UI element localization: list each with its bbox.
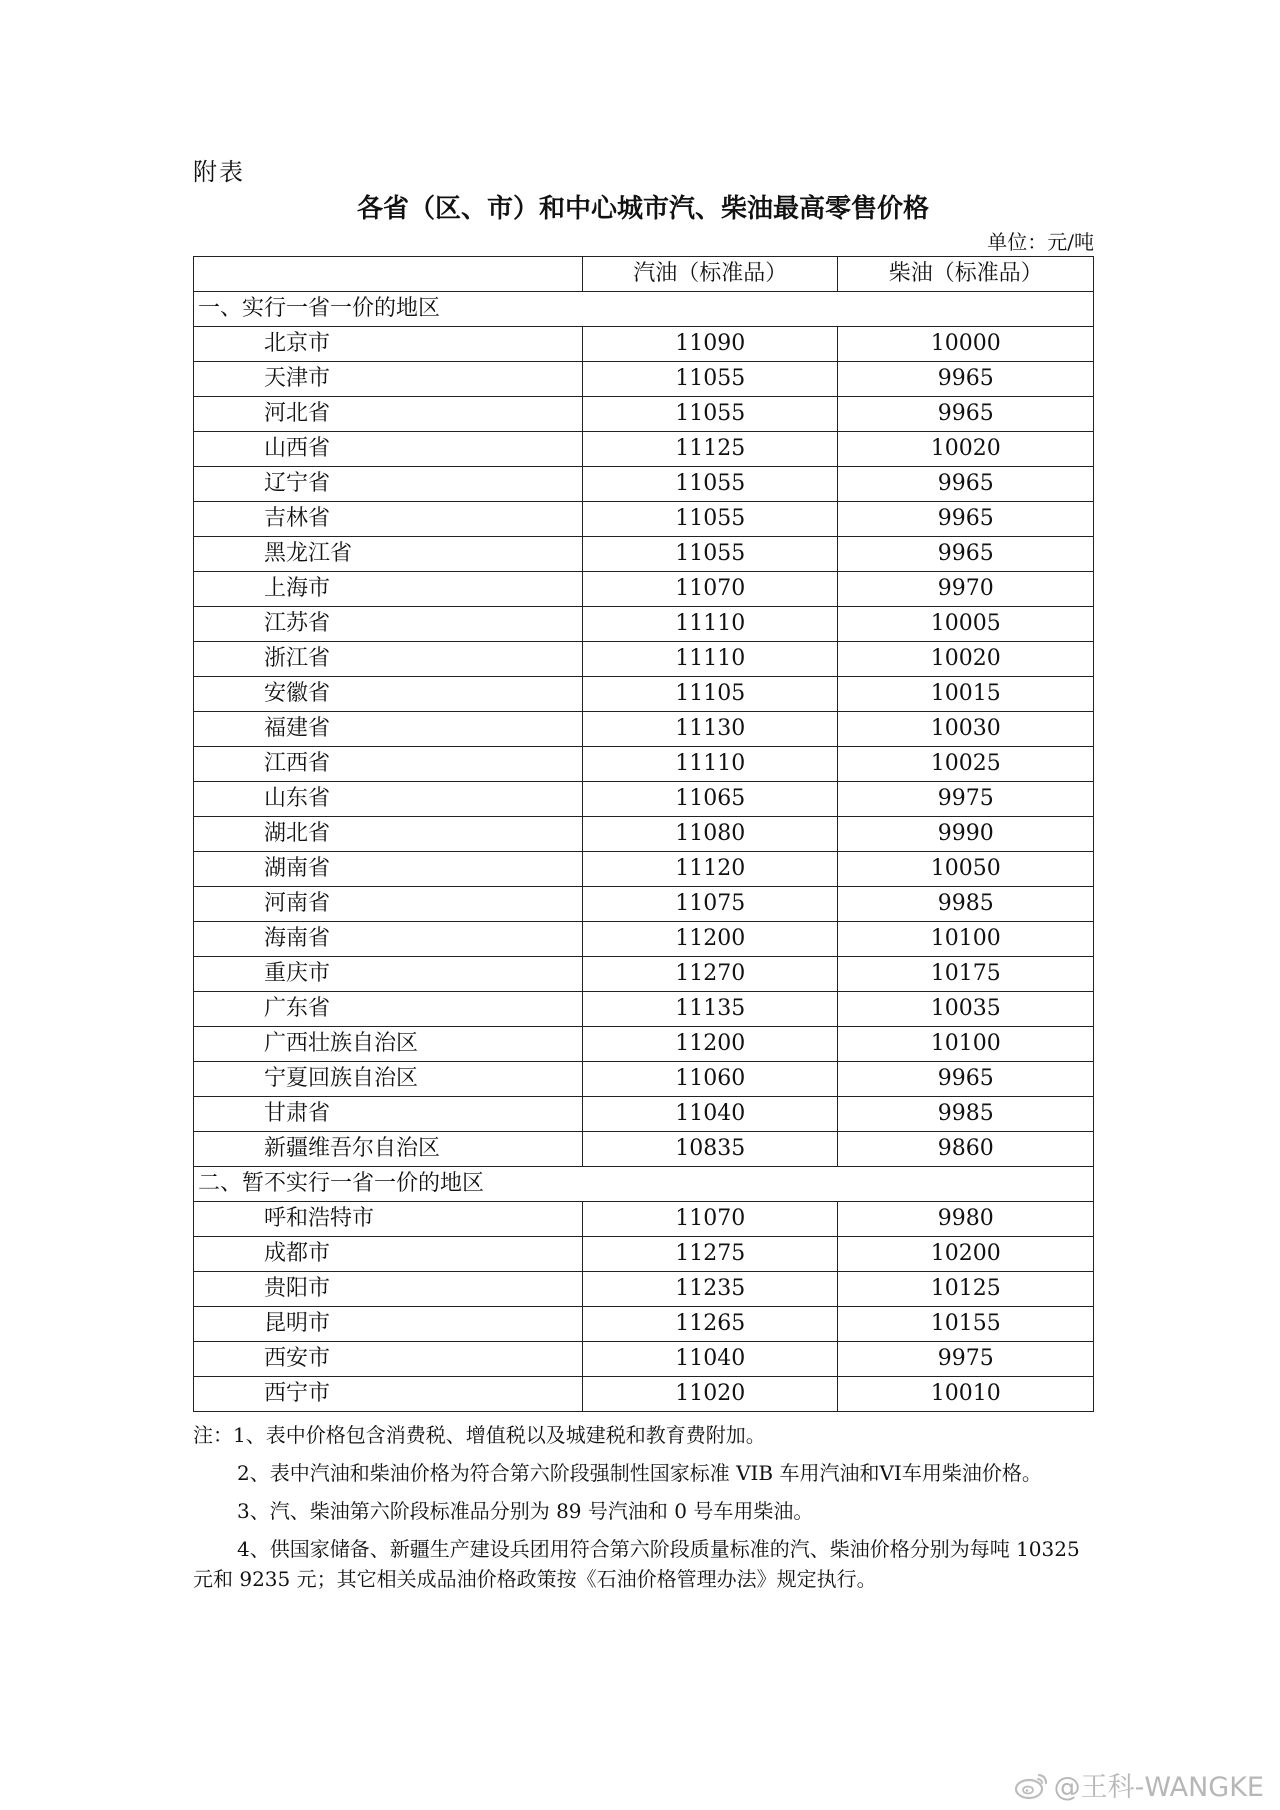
- table-row: [194, 1342, 1094, 1377]
- diesel-price-cell: 9990: [838, 817, 1094, 852]
- table-row: [194, 1377, 1094, 1412]
- table-header-row: [194, 257, 1094, 292]
- region-cell: 宁夏回族自治区: [194, 1062, 583, 1097]
- diesel-price-cell: 10020: [838, 432, 1094, 467]
- region-cell: 重庆市: [194, 957, 583, 992]
- table-row: [194, 467, 1094, 502]
- region-cell: 上海市: [194, 572, 583, 607]
- region-cell: 贵阳市: [194, 1272, 583, 1307]
- gasoline-price-cell: 11060: [582, 1062, 838, 1097]
- diesel-price-cell: 9975: [838, 782, 1094, 817]
- table-row: [194, 607, 1094, 642]
- header-gasoline: 汽油（标准品）: [582, 257, 838, 292]
- gasoline-price-cell: 11075: [582, 887, 838, 922]
- table-body: [194, 292, 1094, 1412]
- diesel-price-cell: 10035: [838, 992, 1094, 1027]
- diesel-price-cell: 9985: [838, 887, 1094, 922]
- region-cell: 江苏省: [194, 607, 583, 642]
- gasoline-price-cell: 11040: [582, 1097, 838, 1132]
- diesel-price-cell: 10200: [838, 1237, 1094, 1272]
- diesel-price-cell: 9965: [838, 362, 1094, 397]
- diesel-price-cell: 9975: [838, 1342, 1094, 1377]
- region-cell: 广东省: [194, 992, 583, 1027]
- diesel-price-cell: 9860: [838, 1132, 1094, 1167]
- region-cell: 呼和浩特市: [194, 1202, 583, 1237]
- table-row: [194, 537, 1094, 572]
- watermark: [1014, 1765, 1264, 1804]
- gasoline-price-cell: 11110: [582, 747, 838, 782]
- section-row: [194, 292, 1094, 327]
- watermark-text: @王科-WANGKE: [1053, 1772, 1264, 1803]
- table-row: [194, 1097, 1094, 1132]
- diesel-price-cell: 10025: [838, 747, 1094, 782]
- gasoline-price-cell: 11135: [582, 992, 838, 1027]
- gasoline-price-cell: 11090: [582, 327, 838, 362]
- gasoline-price-cell: 11235: [582, 1272, 838, 1307]
- table-row: [194, 747, 1094, 782]
- table-row: [194, 1272, 1094, 1307]
- table-row: [194, 327, 1094, 362]
- table-row: [194, 957, 1094, 992]
- diesel-price-cell: 10125: [838, 1272, 1094, 1307]
- note-1: 注：1、表中价格包含消费税、增值税以及城建税和教育费附加。: [193, 1423, 766, 1447]
- gasoline-price-cell: 11110: [582, 607, 838, 642]
- note-4: 4、供国家储备、新疆生产建设兵团用符合第六阶段质量标准的汽、柴油价格分别为每吨 10325 元和 9235 元；其它相关成品油价格政策按《石油价格管理办法》规定执行。: [193, 1537, 1080, 1591]
- table-row: [194, 1202, 1094, 1237]
- document-title: 各省（区、市）和中心城市汽、柴油最高零售价格: [356, 194, 929, 224]
- gasoline-price-cell: 11200: [582, 1027, 838, 1062]
- diesel-price-cell: 9965: [838, 467, 1094, 502]
- gasoline-price-cell: 11070: [582, 572, 838, 607]
- diesel-price-cell: 9970: [838, 572, 1094, 607]
- diesel-price-cell: 10020: [838, 642, 1094, 677]
- region-cell: 福建省: [194, 712, 583, 747]
- region-cell: 山西省: [194, 432, 583, 467]
- table-row: [194, 677, 1094, 712]
- header-diesel: 柴油（标准品）: [838, 257, 1094, 292]
- diesel-price-cell: 10100: [838, 1027, 1094, 1062]
- diesel-price-cell: 10030: [838, 712, 1094, 747]
- region-cell: 吉林省: [194, 502, 583, 537]
- region-cell: 新疆维吾尔自治区: [194, 1132, 583, 1167]
- table-row: [194, 817, 1094, 852]
- gasoline-price-cell: 11040: [582, 1342, 838, 1377]
- region-cell: 辽宁省: [194, 467, 583, 502]
- gasoline-price-cell: 11055: [582, 397, 838, 432]
- gasoline-price-cell: 11020: [582, 1377, 838, 1412]
- region-cell: 昆明市: [194, 1307, 583, 1342]
- gasoline-price-cell: 11125: [582, 432, 838, 467]
- diesel-price-cell: 10155: [838, 1307, 1094, 1342]
- gasoline-price-cell: 11055: [582, 362, 838, 397]
- region-cell: 浙江省: [194, 642, 583, 677]
- gasoline-price-cell: 11265: [582, 1307, 838, 1342]
- gasoline-price-cell: 11275: [582, 1237, 838, 1272]
- diesel-price-cell: 10000: [838, 327, 1094, 362]
- diesel-price-cell: 10100: [838, 922, 1094, 957]
- diesel-price-cell: 9965: [838, 502, 1094, 537]
- gasoline-price-cell: 11065: [582, 782, 838, 817]
- table-row: [194, 712, 1094, 747]
- diesel-price-cell: 9965: [838, 1062, 1094, 1097]
- gasoline-price-cell: 10835: [582, 1132, 838, 1167]
- diesel-price-cell: 9965: [838, 397, 1094, 432]
- table-row: [194, 432, 1094, 467]
- diesel-price-cell: 9985: [838, 1097, 1094, 1132]
- table-row: [194, 1062, 1094, 1097]
- gasoline-price-cell: 11080: [582, 817, 838, 852]
- gasoline-price-cell: 11055: [582, 467, 838, 502]
- section-label: 二、暂不实行一省一价的地区: [194, 1167, 1094, 1202]
- table-row: [194, 922, 1094, 957]
- region-cell: 江西省: [194, 747, 583, 782]
- region-cell: 河南省: [194, 887, 583, 922]
- note-2: 2、表中汽油和柴油价格为符合第六阶段强制性国家标准 VIB 车用汽油和VI车用柴油价格。: [237, 1461, 1042, 1485]
- gasoline-price-cell: 11270: [582, 957, 838, 992]
- diesel-price-cell: 9965: [838, 537, 1094, 572]
- gasoline-price-cell: 11105: [582, 677, 838, 712]
- diesel-price-cell: 10005: [838, 607, 1094, 642]
- table-row: [194, 1237, 1094, 1272]
- region-cell: 湖北省: [194, 817, 583, 852]
- table-row: [194, 642, 1094, 677]
- region-cell: 湖南省: [194, 852, 583, 887]
- header-region: [194, 257, 583, 292]
- region-cell: 西宁市: [194, 1377, 583, 1412]
- region-cell: 广西壮族自治区: [194, 1027, 583, 1062]
- weibo-logo-icon: [1014, 1770, 1050, 1800]
- gasoline-price-cell: 11120: [582, 852, 838, 887]
- table-row: [194, 397, 1094, 432]
- table-row: [194, 782, 1094, 817]
- region-cell: 成都市: [194, 1237, 583, 1272]
- diesel-price-cell: 10050: [838, 852, 1094, 887]
- diesel-price-cell: 9980: [838, 1202, 1094, 1237]
- table-row: [194, 362, 1094, 397]
- region-cell: 北京市: [194, 327, 583, 362]
- table-row: [194, 852, 1094, 887]
- price-table: [193, 256, 1094, 1412]
- gasoline-price-cell: 11130: [582, 712, 838, 747]
- table-row: [194, 992, 1094, 1027]
- appendix-label: 附表: [193, 158, 245, 186]
- gasoline-price-cell: 11055: [582, 502, 838, 537]
- gasoline-price-cell: 11110: [582, 642, 838, 677]
- diesel-price-cell: 10175: [838, 957, 1094, 992]
- region-cell: 海南省: [194, 922, 583, 957]
- table-row: [194, 1027, 1094, 1062]
- diesel-price-cell: 10015: [838, 677, 1094, 712]
- note-3: 3、汽、柴油第六阶段标准品分别为 89 号汽油和 0 号车用柴油。: [237, 1499, 814, 1523]
- gasoline-price-cell: 11070: [582, 1202, 838, 1237]
- gasoline-price-cell: 11200: [582, 922, 838, 957]
- table-row: [194, 1132, 1094, 1167]
- region-cell: 山东省: [194, 782, 583, 817]
- gasoline-price-cell: 11055: [582, 537, 838, 572]
- region-cell: 河北省: [194, 397, 583, 432]
- table-row: [194, 887, 1094, 922]
- notes-section: [193, 1420, 1094, 1602]
- table-row: [194, 1307, 1094, 1342]
- region-cell: 西安市: [194, 1342, 583, 1377]
- table-row: [194, 502, 1094, 537]
- region-cell: 甘肃省: [194, 1097, 583, 1132]
- diesel-price-cell: 10010: [838, 1377, 1094, 1412]
- region-cell: 天津市: [194, 362, 583, 397]
- section-row: [194, 1167, 1094, 1202]
- unit-label: 单位：元/吨: [987, 230, 1094, 254]
- region-cell: 黑龙江省: [194, 537, 583, 572]
- region-cell: 安徽省: [194, 677, 583, 712]
- section-label: 一、实行一省一价的地区: [194, 292, 1094, 327]
- table-row: [194, 572, 1094, 607]
